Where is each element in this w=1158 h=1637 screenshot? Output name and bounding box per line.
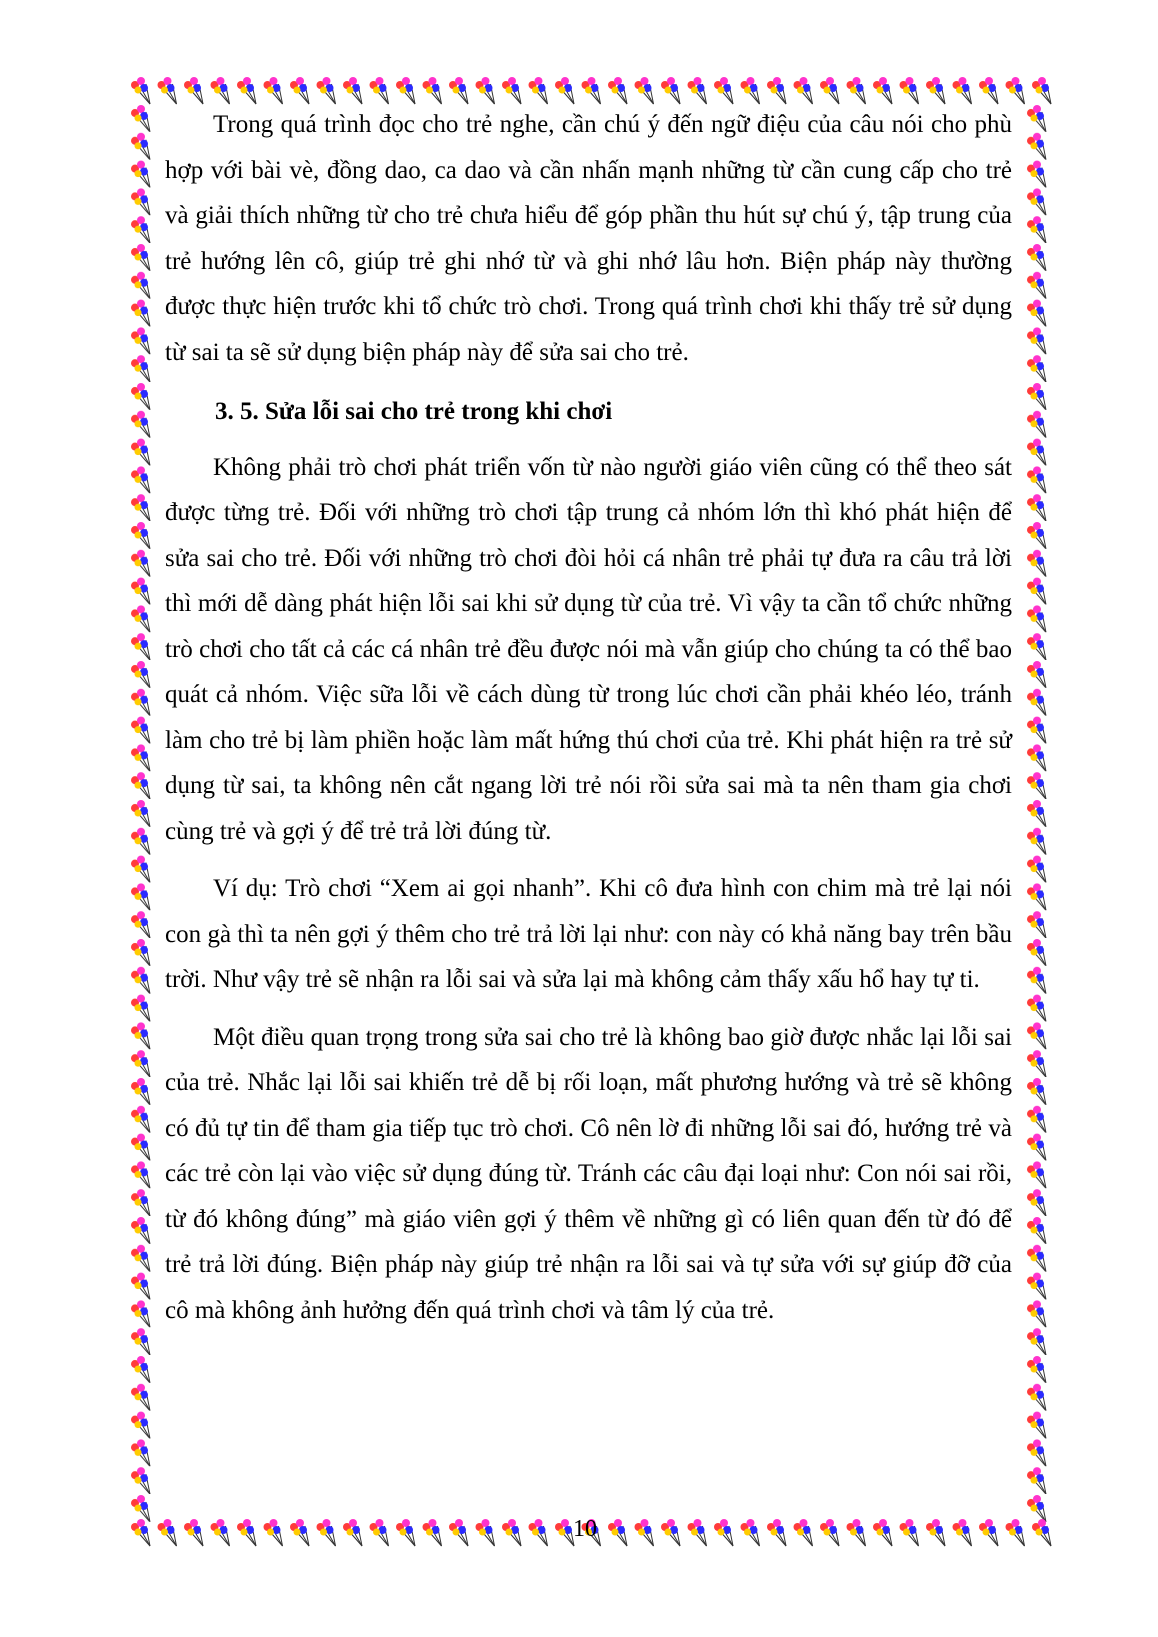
balloon-border-icon (1024, 104, 1056, 1522)
paragraph: Trong quá trình đọc cho trẻ nghe, cần chú ý đến ngữ điệu của câu nói cho phù hợp với bài vè, đồng dao, ca dao và cần nhấn mạnh những từ cần cung cấp cho trẻ và giải thích những từ cho trẻ chưa hiểu để góp phần thu hút sự chú ý, tập trung của trẻ hướng lên cô, giúp trẻ ghi nhớ từ và ghi nhớ lâu hơn. Biện pháp này thường được thực hiện trước khi tổ chức trò chơi. Trong quá trình chơi khi thấy trẻ sử dụng từ sai ta sẽ sử dụng biện pháp này để sửa sai cho trẻ. (165, 111, 1012, 366)
balloon-border-icon (128, 104, 160, 1522)
balloon-border-left (128, 104, 160, 1522)
section-heading: 3. 5. Sửa lỗi sai cho trẻ trong khi chơi (215, 398, 613, 425)
paragraph: Ví dụ: Trò chơi “Xem ai gọi nhanh”. Khi cô đưa hình con chim mà trẻ lại nói con gà thì ta nên gợi ý thêm cho trẻ trả lời lại như: con này có khả năng bay trên bầu trời. Như vậy trẻ sẽ nhận ra lỗi sai và sửa lại mà không cảm thấy xấu hổ hay tự ti. (165, 875, 1012, 993)
paragraph: Một điều quan trọng trong sửa sai cho trẻ là không bao giờ được nhắc lại lỗi sai của trẻ. Nhắc lại lỗi sai khiến trẻ dễ bị rối loạn, mất phương hướng và trẻ sẽ không có đủ tự tin để tham gia tiếp tục trò chơi. Cô nên lờ đi những lỗi sai đó, hướng trẻ và các trẻ còn lại vào việc sử dụng đúng từ. Tránh các câu đại loại như: Con nói sai rồi, từ đó không đúng” mà giáo viên gợi ý thêm về những gì có liên quan đến từ đó để trẻ trả lời đúng. Biện pháp này giúp trẻ nhận ra lỗi sai và tự sửa với sự giúp đỡ của cô mà không ảnh hưởng đến quá trình chơi và tâm lý của trẻ. (165, 1023, 1012, 1324)
paragraph: Không phải trò chơi phát triển vốn từ nào người giáo viên cũng có thể theo sát được từng trẻ. Đối với những trò chơi tập trung cả nhóm lớn thì khó phát hiện để sửa sai cho trẻ. Đối với những trò chơi đòi hỏi cá nhân trẻ phải tự đưa ra câu trả lời thì mới dễ dàng phát hiện lỗi sai khi sử dụng từ của trẻ. Vì vậy ta cần tổ chức những trò chơi cho tất cả các cá nhân trẻ đều được nói mà vẫn giúp cho chúng ta có thể bao quát cả nhóm. Việc sữa lỗi về cách dùng từ trong lúc chơi cần phải khéo léo, tránh làm cho trẻ bị làm phiền hoặc làm mất hứng thú chơi của trẻ. Khi phát hiện ra trẻ sử dụng từ sai, ta không nên cắt ngang lời trẻ nói rồi sửa sai mà ta nên tham gia chơi cùng trẻ và gợi ý để trẻ trả lời đúng từ. (165, 453, 1012, 845)
balloon-border-right (1024, 104, 1056, 1522)
document-body (165, 102, 1012, 1333)
page-number: 10 (573, 1516, 597, 1542)
